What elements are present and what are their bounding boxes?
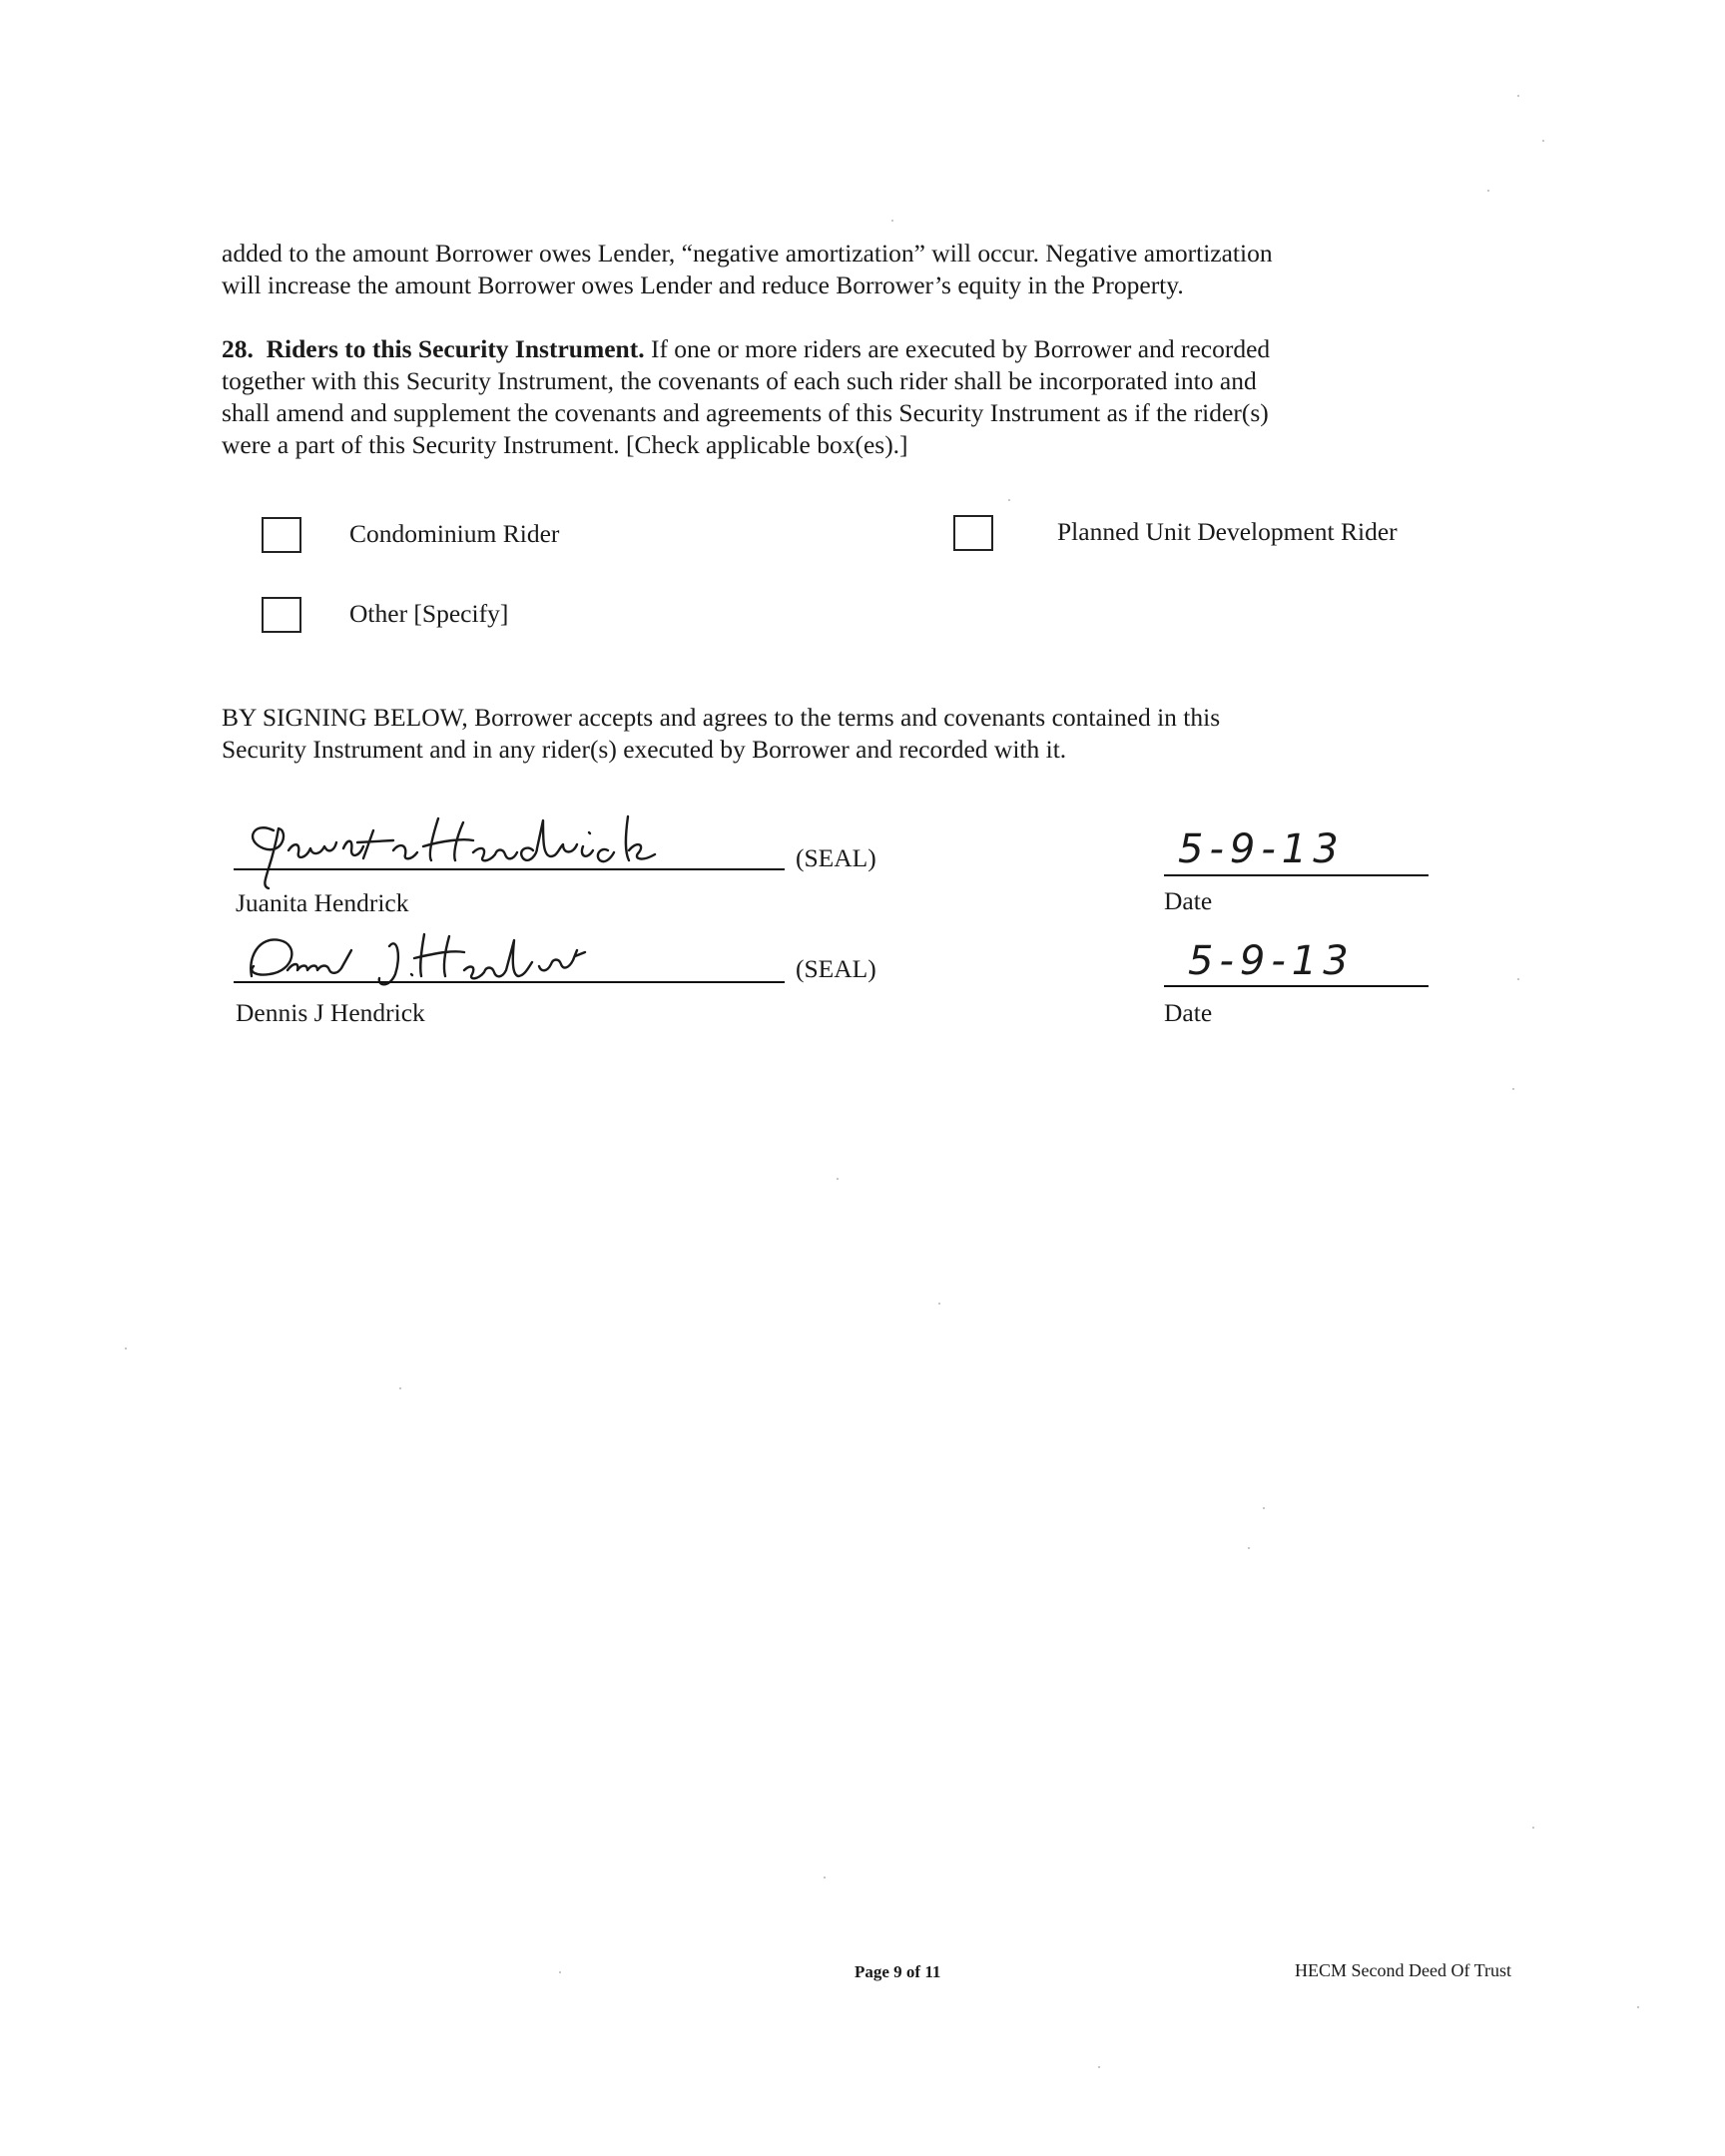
juanita-hendrick-signature <box>234 810 693 890</box>
condominium-rider-label: Condominium Rider <box>349 519 560 548</box>
planned-unit-development-rider-label: Planned Unit Development Rider <box>1057 517 1398 546</box>
scan-speck <box>1542 140 1544 142</box>
planned-unit-development-rider-checkbox[interactable] <box>953 515 993 551</box>
scan-speck <box>1008 499 1010 501</box>
scan-speck <box>1263 1507 1265 1509</box>
signing-statement-line-2: Security Instrument and in any rider(s) executed by Borrower and recorded with it. <box>222 735 1067 764</box>
signing-statement <box>222 702 1479 766</box>
signer-name-1: Juanita Hendrick <box>236 888 409 917</box>
other-rider-label: Other [Specify] <box>349 599 509 628</box>
signature-line-1 <box>234 868 785 870</box>
section-heading: Riders to this Security Instrument. <box>266 334 645 363</box>
seal-label-2: (SEAL) <box>796 954 876 983</box>
section-28-line-1-text: If one or more riders are executed by Borrower and recorded <box>650 334 1271 363</box>
date-line-1 <box>1164 874 1429 876</box>
condominium-rider-checkbox[interactable] <box>262 517 301 553</box>
section-28-line-2: together with this Security Instrument, the covenants of each such rider shall be incorporated into and <box>222 366 1257 395</box>
section-28-line-3: shall amend and supplement the covenants and agreements of this Security Instrument as if the rider(s) <box>222 398 1269 427</box>
scan-speck <box>399 1387 401 1389</box>
scan-speck <box>824 1877 826 1879</box>
scan-speck <box>1512 1088 1514 1090</box>
scan-speck <box>891 220 893 222</box>
scan-speck <box>1098 2066 1100 2068</box>
dennis-hendrick-signature <box>240 926 679 1006</box>
section-28-paragraph <box>222 333 1479 461</box>
document-title-footer: HECM Second Deed Of Trust <box>1295 1960 1512 1980</box>
signature-line-2 <box>234 981 785 983</box>
signing-statement-line-1: BY SIGNING BELOW, Borrower accepts and agrees to the terms and covenants contained in this <box>222 703 1221 732</box>
continuation-line-2: will increase the amount Borrower owes Lender and reduce Borrower’s equity in the Property. <box>222 270 1184 299</box>
section-28-line-4: were a part of this Security Instrument. [Check applicable box(es).] <box>222 430 908 459</box>
scan-speck <box>125 1348 127 1349</box>
scan-speck <box>837 1178 839 1180</box>
scan-speck <box>1517 978 1519 980</box>
scan-speck <box>938 1303 940 1305</box>
date-label-1: Date <box>1164 886 1213 915</box>
scan-speck <box>1532 1827 1534 1829</box>
scan-speck <box>1517 95 1519 97</box>
section-number: 28. <box>222 334 254 363</box>
page-number: Page 9 of 11 <box>855 1962 941 1981</box>
scan-speck <box>1248 1547 1250 1549</box>
signer-name-2: Dennis J Hendrick <box>236 998 425 1027</box>
section-28-line-1 <box>222 333 1479 365</box>
date-label-2: Date <box>1164 998 1213 1027</box>
continuation-paragraph <box>222 238 1479 301</box>
scan-speck <box>1487 190 1489 192</box>
date-value-1: 5-9-13 <box>1178 826 1345 872</box>
date-line-2 <box>1164 985 1429 987</box>
other-rider-checkbox[interactable] <box>262 597 301 633</box>
seal-label-1: (SEAL) <box>796 843 876 872</box>
scan-speck <box>559 1971 561 1973</box>
continuation-line-1: added to the amount Borrower owes Lender, “negative amortization” will occur. Negative amortization <box>222 239 1273 268</box>
scan-speck <box>1637 2006 1639 2008</box>
date-value-2: 5-9-13 <box>1188 938 1355 984</box>
